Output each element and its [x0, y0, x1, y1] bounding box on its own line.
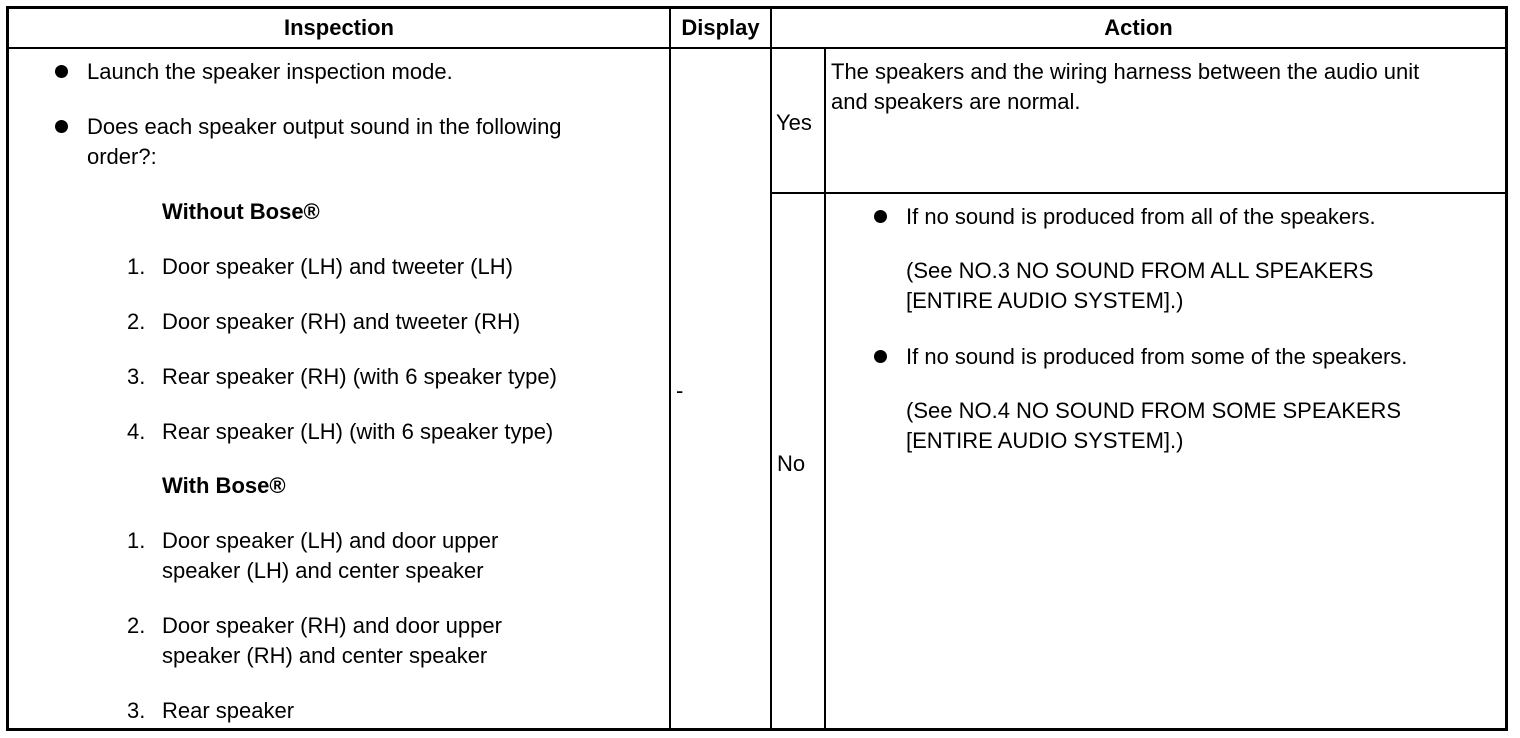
- no-action-condition: If no sound is produced from some of the speakers.: [906, 344, 1408, 369]
- list-item: Door speaker (LH) and tweeter (LH): [162, 254, 513, 279]
- list-number: 4.: [127, 419, 146, 444]
- divider-yes-no: [771, 192, 1508, 194]
- list-number: 3.: [127, 698, 146, 723]
- no-action-reference: (See NO.3 NO SOUND FROM ALL SPEAKERS: [906, 258, 1374, 283]
- no-action-reference: (See NO.4 NO SOUND FROM SOME SPEAKERS: [906, 398, 1402, 423]
- bullet-icon: [55, 65, 68, 78]
- list-item: Rear speaker (RH) (with 6 speaker type): [162, 364, 557, 389]
- list-item-continued: speaker (RH) and center speaker: [162, 643, 488, 668]
- table-border-right: [1505, 6, 1508, 731]
- list-number: 2.: [127, 309, 146, 334]
- header-separator: [6, 47, 1508, 49]
- without-bose-heading: Without Bose®: [162, 199, 320, 224]
- list-item-continued: speaker (LH) and center speaker: [162, 558, 484, 583]
- inspection-step-launch: Launch the speaker inspection mode.: [87, 59, 453, 84]
- bullet-icon: [874, 350, 887, 363]
- list-number: 1.: [127, 528, 146, 553]
- bullet-icon: [874, 210, 887, 223]
- list-number: 1.: [127, 254, 146, 279]
- list-number: 2.: [127, 613, 146, 638]
- list-item: Door speaker (RH) and door upper: [162, 613, 502, 638]
- list-number: 3.: [127, 364, 146, 389]
- no-action-reference-continued: [ENTIRE AUDIO SYSTEM].): [906, 288, 1184, 313]
- display-value: -: [676, 378, 684, 403]
- inspection-step-question-line-1: Does each speaker output sound in the following: [87, 114, 562, 139]
- table-border-bottom: [6, 728, 1508, 731]
- with-bose-heading: With Bose®: [162, 473, 286, 498]
- divider-inspection-display: [669, 6, 671, 731]
- yes-action-line-2: and speakers are normal.: [831, 89, 1081, 114]
- header-display: Display: [681, 15, 760, 40]
- bullet-icon: [55, 120, 68, 133]
- result-no-label: No: [777, 451, 806, 476]
- header-inspection: Inspection: [283, 15, 394, 40]
- list-item: Door speaker (RH) and tweeter (RH): [162, 309, 521, 334]
- header-action: Action: [1104, 15, 1173, 40]
- result-yes-label: Yes: [776, 110, 812, 135]
- table-border-left: [6, 6, 9, 731]
- no-action-condition: If no sound is produced from all of the speakers.: [906, 204, 1376, 229]
- yes-action-line-1: The speakers and the wiring harness between the audio unit: [831, 59, 1420, 84]
- divider-display-action: [770, 6, 772, 731]
- divider-result-action: [824, 48, 826, 731]
- inspection-step-question-line-2: order?:: [87, 144, 157, 169]
- list-item: Rear speaker (LH) (with 6 speaker type): [162, 419, 554, 444]
- no-action-reference-continued: [ENTIRE AUDIO SYSTEM].): [906, 428, 1184, 453]
- list-item: Door speaker (LH) and door upper: [162, 528, 499, 553]
- table-border-top: [6, 6, 1508, 9]
- list-item: Rear speaker: [162, 698, 295, 723]
